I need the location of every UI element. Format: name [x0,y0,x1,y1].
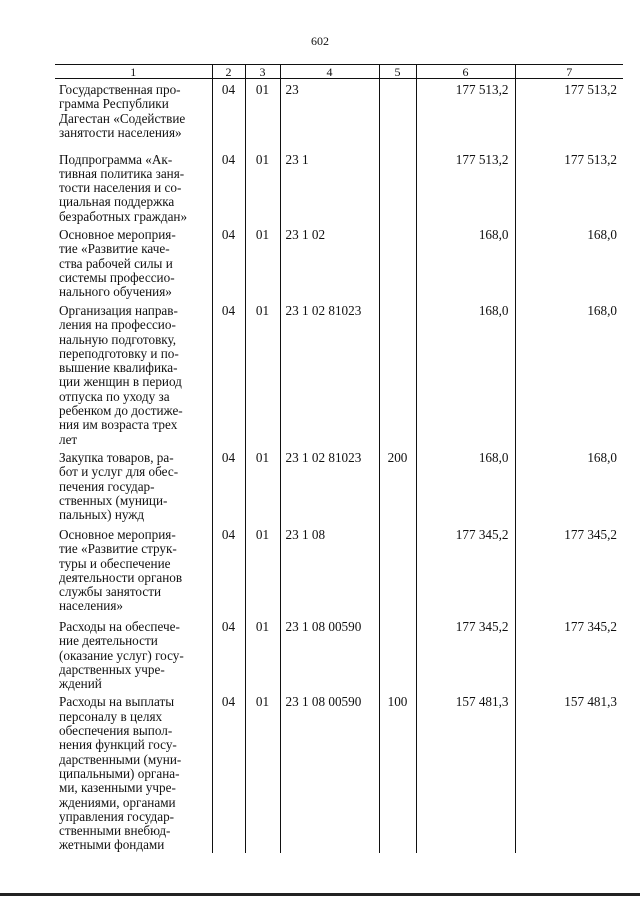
cell-name [55,524,212,616]
column-header-target-article: 4 [280,65,379,79]
name-line: безработных граждан» [59,208,188,224]
name-line: ждениями, органами [59,794,176,810]
cell-section: 04 [212,691,245,852]
budget-table [55,64,623,853]
name-line: обеспечения выпол- [59,723,173,739]
name-line: Государственная про- [59,82,181,97]
cell-subsection: 01 [245,691,280,852]
cell-subsection: 01 [245,300,280,447]
cell-section: 04 [212,524,245,616]
cell-target-article: 23 1 02 81023 [280,300,379,447]
cell-target-article: 23 1 02 81023 [280,447,379,524]
table-body [55,79,623,853]
cell-target-article: 23 1 08 [280,524,379,616]
name-line: (оказание услуг) госу- [59,647,184,663]
name-line: нального обучения» [59,284,172,300]
table-row [55,224,623,300]
cell-expense-type: 200 [379,447,416,524]
name-line: ждений [59,676,102,692]
table-row [55,524,623,616]
name-line: Расходы на обеспече- [59,618,180,634]
name-line: системы профессио- [59,269,175,285]
cell-expense-type [379,149,416,224]
name-line: ния им возраста трех [59,417,178,433]
name-line: деятельности органов [59,569,183,585]
table-row [55,149,623,224]
cell-sum-year1: 177 345,2 [416,524,515,616]
cell-sum-year1: 157 481,3 [416,691,515,852]
cell-name [55,149,212,224]
cell-target-article: 23 1 02 [280,224,379,300]
page-bottom-border [0,893,640,896]
name-line: Дагестан «Содействие [59,110,186,126]
cell-target-article: 23 1 08 00590 [280,691,379,852]
cell-sum-year2: 177 345,2 [515,616,623,691]
table-header-row [55,65,623,79]
cell-section: 04 [212,447,245,524]
cell-subsection: 01 [245,524,280,616]
cell-sum-year2: 157 481,3 [515,691,623,852]
name-line: лет [59,431,78,447]
name-line: отпуска по уходу за [59,388,170,404]
name-line: тивная политика заня- [59,165,185,181]
name-line: персоналу в целях [59,708,163,724]
column-header-expense-type: 5 [379,65,416,79]
cell-section: 04 [212,149,245,224]
cell-section: 04 [212,616,245,691]
name-line: Подпрограмма «Ак- [59,151,173,167]
cell-sum-year1: 168,0 [416,224,515,300]
cell-sum-year1: 168,0 [416,300,515,447]
cell-subsection: 01 [245,616,280,691]
name-line: жетными фондами [59,837,165,853]
page-number: 602 [311,34,329,48]
cell-sum-year2: 177 513,2 [515,79,623,149]
column-header-subsection: 3 [245,65,280,79]
cell-expense-type [379,616,416,691]
name-line: ства рабочей силы и [59,255,173,271]
cell-name [55,300,212,447]
cell-sum-year2: 177 513,2 [515,149,623,224]
table-row [55,616,623,691]
column-header-sum-year2: 7 [515,65,623,79]
column-header-name: 1 [55,65,212,79]
name-line: ственными внебюд- [59,823,171,839]
name-line: пальных) нужд [59,507,145,523]
cell-name [55,616,212,691]
cell-expense-type [379,79,416,149]
name-line: переподготовку и по- [59,345,179,361]
column-header-section: 2 [212,65,245,79]
name-line: ние деятельности [59,633,158,649]
name-line: тие «Развитие каче- [59,241,170,257]
name-line: циальная поддержка [59,194,175,210]
cell-name [55,79,212,149]
cell-sum-year1: 168,0 [416,447,515,524]
cell-name [55,691,212,852]
cell-subsection: 01 [245,447,280,524]
name-line: тости населения и со- [59,180,182,196]
cell-expense-type [379,524,416,616]
cell-expense-type [379,300,416,447]
name-line: ления на профессио- [59,317,176,333]
name-line: Закупка товаров, ра- [59,449,174,465]
name-line: ципальными) органа- [59,765,180,781]
name-line: Организация направ- [59,302,178,318]
table-row [55,447,623,524]
name-line: Основное мероприя- [59,526,176,542]
name-line: туры и обеспечение [59,555,171,571]
table-row [55,79,623,149]
cell-sum-year2: 168,0 [515,224,623,300]
name-line: дарственных учре- [59,661,165,677]
name-line: тие «Развитие струк- [59,541,177,557]
cell-subsection: 01 [245,79,280,149]
name-line: дарственными (муни- [59,751,182,767]
cell-expense-type: 100 [379,691,416,852]
cell-subsection: 01 [245,224,280,300]
cell-sum-year1: 177 513,2 [416,79,515,149]
cell-sum-year2: 177 345,2 [515,524,623,616]
cell-name [55,224,212,300]
cell-section: 04 [212,79,245,149]
name-line: занятости населения» [59,124,182,140]
cell-subsection: 01 [245,149,280,224]
cell-sum-year2: 168,0 [515,447,623,524]
name-line: Основное мероприя- [59,226,176,242]
cell-section: 04 [212,224,245,300]
cell-target-article: 23 1 [280,149,379,224]
name-line: населения» [59,598,123,614]
name-line: Расходы на выплаты [59,694,175,710]
name-line: ственных (муници- [59,492,168,508]
column-header-sum-year1: 6 [416,65,515,79]
cell-expense-type [379,224,416,300]
name-line: нения функций госу- [59,737,177,753]
table-row [55,691,623,852]
cell-sum-year1: 177 345,2 [416,616,515,691]
name-line: ми, казенными учре- [59,780,176,796]
table-row [55,300,623,447]
cell-target-article: 23 [280,79,379,149]
name-line: управления государ- [59,808,175,824]
name-line: службы занятости [59,584,162,600]
name-line: вышение квалифика- [59,360,178,376]
cell-sum-year1: 177 513,2 [416,149,515,224]
name-line: ребенком до достиже- [59,403,183,419]
name-line: бот и услуг для обес- [59,464,179,480]
name-line: нальную подготовку, [59,331,177,347]
name-line: грамма Республики [59,96,169,112]
name-line: печения государ- [59,478,155,494]
cell-target-article: 23 1 08 00590 [280,616,379,691]
cell-section: 04 [212,300,245,447]
name-line: ции женщин в период [59,374,182,390]
cell-sum-year2: 168,0 [515,300,623,447]
cell-name [55,447,212,524]
